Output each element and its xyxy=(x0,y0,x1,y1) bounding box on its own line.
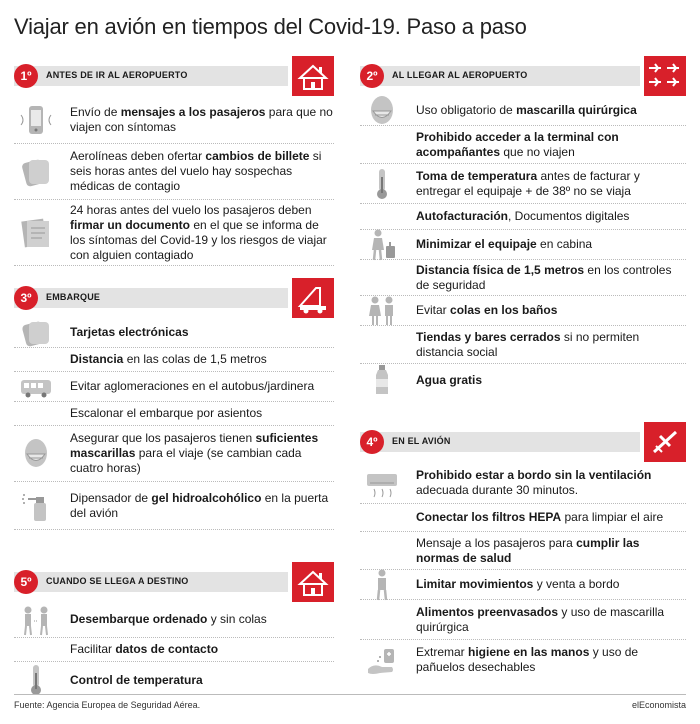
item-text: 24 horas antes del vuelo los pasajeros deben firmar un documento en el que se informa de los síntomas del Covid-19 y los riesgos de viajar con alguien contagiado xyxy=(70,202,327,262)
section-header xyxy=(14,56,334,96)
list-item xyxy=(360,230,686,260)
item-text: Minimizar el equipaje en cabina xyxy=(416,237,593,251)
step-number-badge: 3º xyxy=(14,286,38,310)
item-text: Distancia en las colas de 1,5 metros xyxy=(70,352,267,366)
list-item xyxy=(360,504,686,532)
page-title: Viajar en avión en tiempos del Covid-19. Paso a paso xyxy=(14,14,527,39)
document-icon xyxy=(20,216,52,250)
mask-face-icon xyxy=(20,437,52,471)
item-text: Tiendas y bares cerrados si no permiten distancia social xyxy=(416,329,640,359)
list-item xyxy=(360,204,686,230)
item-text: Toma de temperatura antes de facturar y entregar el equipaje + de 38º no se viaja xyxy=(416,168,640,198)
list-item xyxy=(360,96,686,126)
card-icon xyxy=(20,316,52,350)
item-text: Distancia física de 1,5 metros en los controles de seguridad xyxy=(416,262,672,292)
toilet-icon xyxy=(366,294,398,328)
section-header xyxy=(360,422,686,462)
item-text: Conectar los filtros HEPA para limpiar el aire xyxy=(416,510,664,524)
thermometer-icon xyxy=(20,663,52,697)
section-title: ANTES DE IR AL AEROPUERTO xyxy=(46,70,188,80)
thermometer-icon xyxy=(366,167,398,201)
section-title: EMBARQUE xyxy=(46,292,101,302)
section-header xyxy=(14,278,334,318)
list-item xyxy=(14,348,334,372)
airplane-icon xyxy=(644,422,686,462)
stair-truck-icon xyxy=(292,278,334,318)
list-item xyxy=(14,602,334,638)
hand-sanitizer-icon xyxy=(366,643,398,677)
item-text: Mensaje a los pasajeros para cumplir las normas de salud xyxy=(416,535,640,565)
list-item xyxy=(14,144,334,200)
section-header xyxy=(360,56,686,96)
item-text: Uso obligatorio de mascarilla quirúrgica xyxy=(416,103,637,117)
step-number-badge: 5º xyxy=(14,570,38,594)
section-destino xyxy=(14,562,334,698)
traveler-icon xyxy=(366,228,398,262)
list-item xyxy=(360,164,686,204)
list-item xyxy=(14,318,334,348)
list-item xyxy=(360,260,686,296)
section-title: AL LLEGAR AL AEROPUERTO xyxy=(392,70,528,80)
standing-person-icon xyxy=(366,568,398,602)
item-text: Aerolíneas deben ofertar cambios de billete si seis horas antes del vuelo hay sospechas médicas de contagio xyxy=(70,149,322,193)
list-item xyxy=(14,200,334,266)
item-text: Evitar aglomeraciones en el autobus/jardinera xyxy=(70,379,315,393)
step-number-badge: 1º xyxy=(14,64,38,88)
list-item xyxy=(14,662,334,698)
list-item xyxy=(14,482,334,530)
list-item xyxy=(360,600,686,640)
step-number-badge: 2º xyxy=(360,64,384,88)
item-text: Desembarque ordenado y sin colas xyxy=(70,612,267,626)
list-item xyxy=(360,570,686,600)
list-item xyxy=(14,372,334,402)
list-item xyxy=(360,296,686,326)
brand-logo-text: elEconomista xyxy=(631,700,686,710)
item-text: Envío de mensajes a los pasajeros para que no viajen con síntomas xyxy=(70,104,333,134)
item-text: Prohibido estar a bordo sin la ventilación adecuada durante 30 minutos. xyxy=(416,467,652,497)
section-title: EN EL AVIÓN xyxy=(392,436,451,446)
list-item xyxy=(14,638,334,662)
item-text: Dipensador de gel hidroalcohólico en la puerta del avión xyxy=(70,490,329,520)
list-item xyxy=(360,326,686,364)
phone-icon xyxy=(20,103,52,137)
mask-face-icon xyxy=(366,94,398,128)
section-antes-aeropuerto xyxy=(14,56,334,266)
section-header xyxy=(14,562,334,602)
item-text: Extremar higiene en las manos y uso de pañuelos desechables xyxy=(416,645,639,674)
item-text: Alimentos preenvasados y uso de mascarilla quirúrgica xyxy=(416,604,665,634)
list-item xyxy=(360,532,686,570)
section-llegar-aeropuerto xyxy=(360,56,686,396)
list-item xyxy=(14,426,334,482)
air-conditioner-icon xyxy=(366,466,398,500)
list-item xyxy=(360,462,686,504)
item-text: Prohibido acceder a la terminal con acompañantes que no viajen xyxy=(416,129,619,159)
item-text: Escalonar el embarque por asientos xyxy=(70,406,263,420)
item-text: Agua gratis xyxy=(416,372,483,387)
list-item xyxy=(14,402,334,426)
item-text: Asegurar que los pasajeros tienen suficientes mascarillas para el viaje (se cambian cada cuatro horas) xyxy=(70,431,319,475)
spray-icon xyxy=(20,489,52,523)
item-text: Autofacturación, Documentos digitales xyxy=(416,209,630,223)
footer-divider xyxy=(14,694,686,695)
list-item xyxy=(14,96,334,144)
item-text: Evitar colas en los baños xyxy=(416,303,558,317)
list-item xyxy=(360,364,686,396)
step-number-badge: 4º xyxy=(360,430,384,454)
list-item xyxy=(360,126,686,164)
item-text: Tarjetas electrónicas xyxy=(70,325,189,339)
item-text: Facilitar datos de contacto xyxy=(70,642,219,656)
source-note: Fuente: Agencia Europea de Seguridad Aérea. xyxy=(14,700,201,710)
bottle-icon xyxy=(366,363,398,397)
airplanes-icon xyxy=(644,56,686,96)
list-item xyxy=(360,640,686,680)
ticket-icon xyxy=(20,155,52,189)
house-icon xyxy=(292,562,334,602)
section-en-el-avion xyxy=(360,422,686,680)
two-people-icon xyxy=(20,603,52,637)
item-text: Control de temperatura xyxy=(70,672,203,687)
bus-icon xyxy=(20,370,52,404)
section-embarque xyxy=(14,278,334,530)
house-icon xyxy=(292,56,334,96)
item-text: Limitar movimientos y venta a bordo xyxy=(416,577,620,591)
section-title: CUANDO SE LLEGA A DESTINO xyxy=(46,576,189,586)
